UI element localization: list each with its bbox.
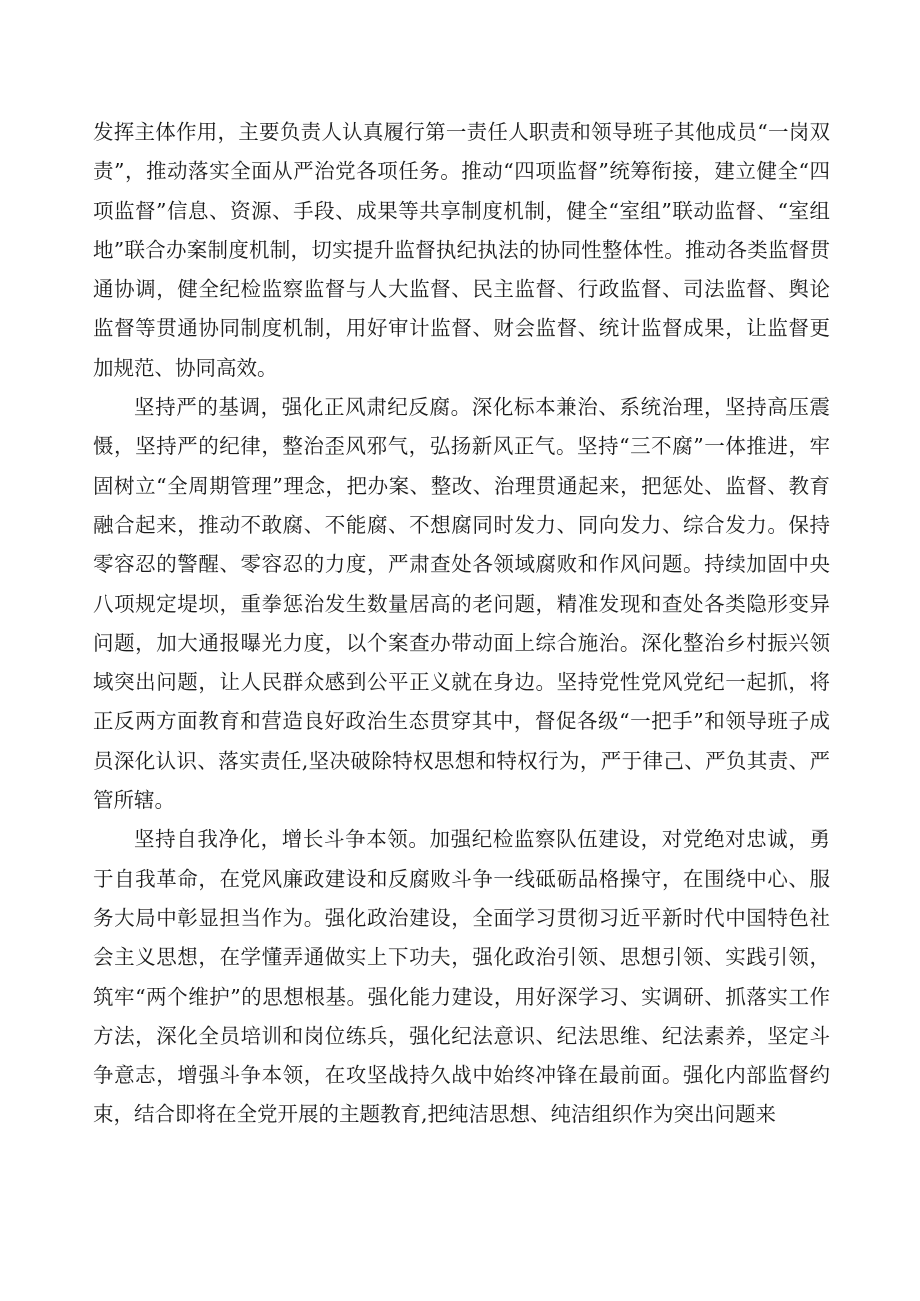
paragraph-1: 发挥主体作用，主要负责人认真履行第一责任人职责和领导班子其他成员“一岗双责”，推动落实全面从严治党各项任务。推动“四项监督”统筹衔接，建立健全“四项监督”信息、资源、手段、成果等共享制度机制，健全“室组”联动监督、“室组地”联合办案制度机制，切实提升监督执纪执法的协同性整体性。推动各类监督贯通协调，健全纪检监察监督与人大监督、民主监督、行政监督、司法监督、舆论监督等贯通协同制度机制，用好审计监督、财会监督、统计监督成果，让监督更加规范、协同高效。 — [93, 120, 830, 380]
paragraph-3: 坚持自我净化，增长斗争本领。加强纪检监察队伍建设，对党绝对忠诚，勇于自我革命，在党风廉政建设和反腐败斗争一线砥砺品格操守，在围绕中心、服务大局中彰显担当作为。强化政治建设，全面学习贯彻习近平新时代中国特色社会主义思想，在学懂弄通做实上下功夫，强化政治引领、思想引领、实践引领，筑牢“两个维护”的思想根基。强化能力建设，用好深学习、实调研、抓落实工作方法，深化全员培训和岗位练兵，强化纪法意识、纪法思维、纪法素养，坚定斗争意志，增强斗争本领，在攻坚战持久战中始终冲锋在最前面。强化内部监督约束，结合即将在全党开展的主题教育,把纯洁思想、纯洁组织作为突出问题来 — [93, 827, 830, 1127]
document-body — [93, 113, 830, 1135]
paragraph-2: 坚持严的基调，强化正风肃纪反腐。深化标本兼治、系统治理，坚持高压震慑，坚持严的纪律，整治歪风邪气，弘扬新风正气。坚持“三不腐”一体推进，牢固树立“全周期管理”理念，把办案、整改、治理贯通起来，把惩处、监督、教育融合起来，推动不敢腐、不能腐、不想腐同时发力、同向发力、综合发力。保持零容忍的警醒、零容忍的力度，严肃查处各领域腐败和作风问题。持续加固中央八项规定堤坝，重拳惩治发生数量居高的老问题，精准发现和查处各类隐形变异问题，加大通报曝光力度，以个案查办带动面上综合施治。深化整治乡村振兴领域突出问题，让人民群众感到公平正义就在身边。坚持党性党风党纪一起抓，将正反两方面教育和营造良好政治生态贯穿其中，督促各级“一把手”和领导班子成员深化认识、落实责任,坚决破除特权思想和特权行为，严于律己、严负其责、严管所辖。 — [93, 395, 830, 813]
